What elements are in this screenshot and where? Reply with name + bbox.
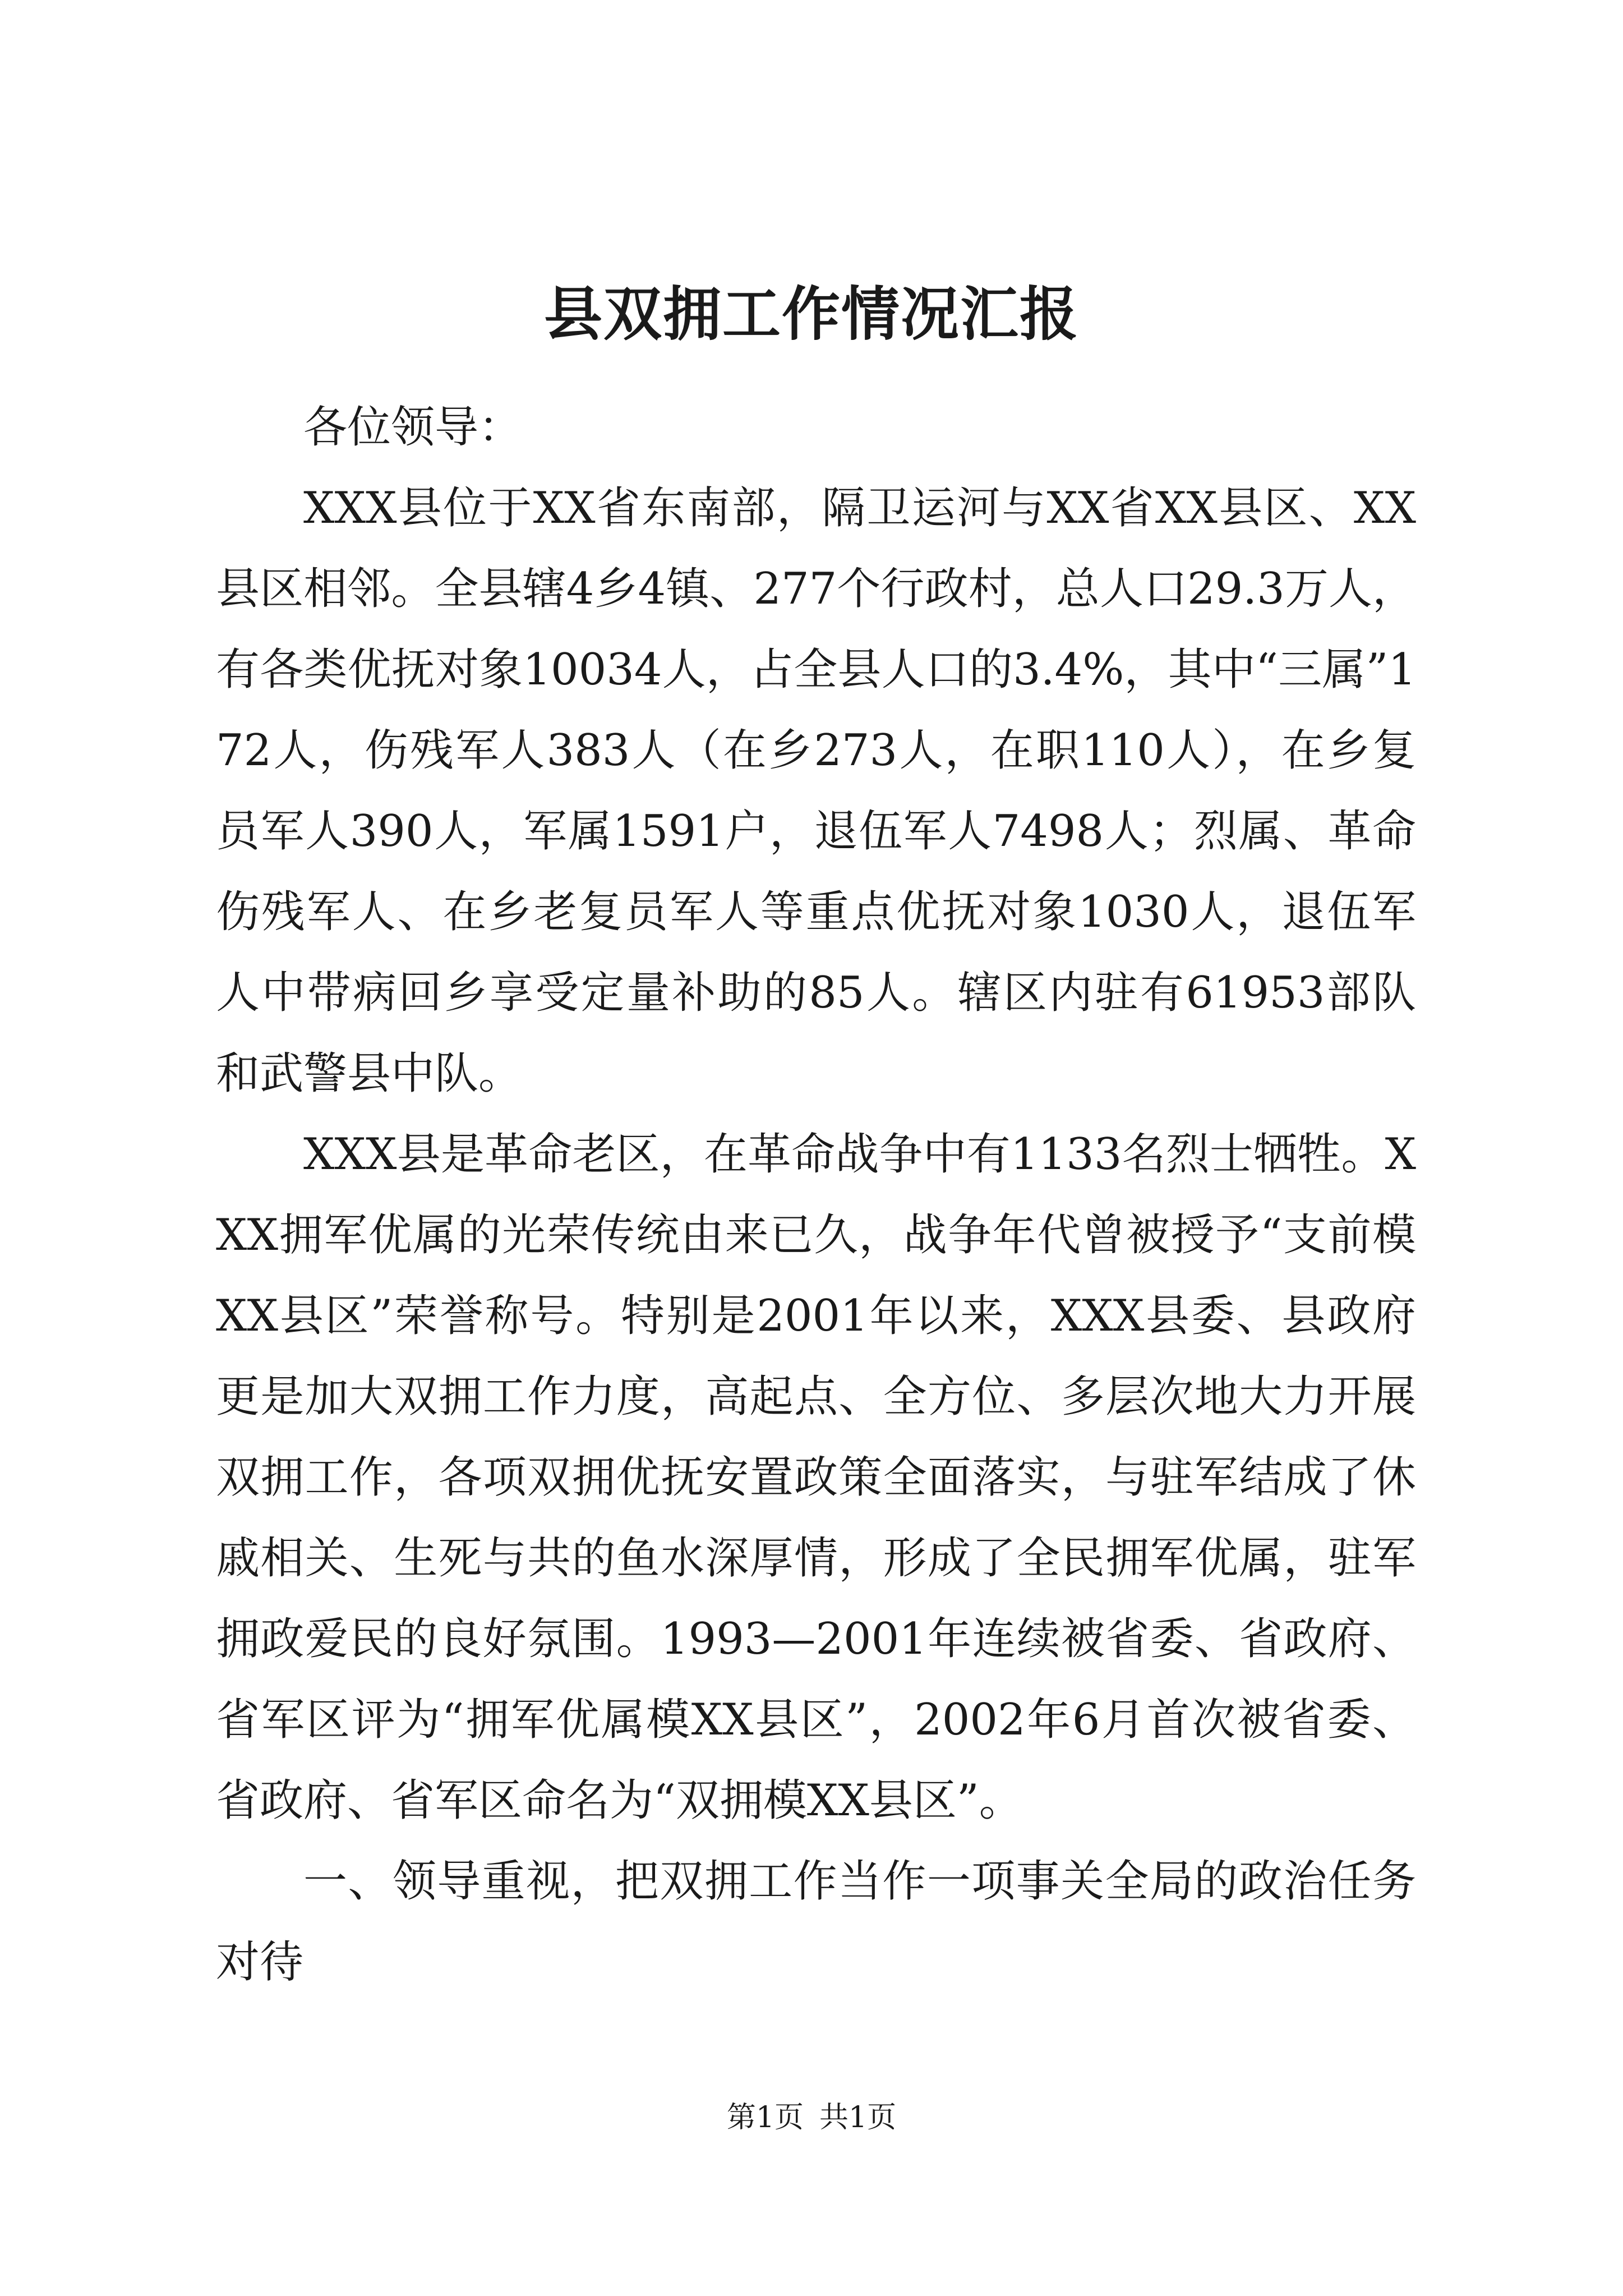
page-number: 第1页	[726, 2101, 804, 2134]
paragraph-1: XXX县位于XX省东南部，隔卫运河与XX省XX县区、XX县区相邻。全县辖4乡4镇、277个行政村，总人口29.3万人，有各类优抚对象10034人，占全县人口的3.4%，其中“三属”172人，伤残军人383人（在乡273人，在职110人），在乡复员军人390人，军属1591户，退伍军人7498人；烈属、革命伤残军人、在乡老复员军人等重点优抚对象1030人，退伍军人中带病回乡享受定量补助的85人。辖区内驻有61953部队和武警县中队。	[216, 483, 1416, 1099]
paragraph-2: XXX县是革命老区，在革命战争中有1133名烈士牺牲。XXX拥军优属的光荣传统由来已久，战争年代曾被授予“支前模XX县区”荣誉称号。特别是2001年以来，XXX县委、县政府更是加大双拥工作力度，高起点、全方位、多层次地大力开展双拥工作，各项双拥优抚安置政策全面落实，与驻军结成了休戚相关、生死与共的鱼水深厚情，形成了全民拥军优属，驻军拥政爱民的良好氛围。1993—2001年连续被省委、省政府、省军区评为“拥军优属模XX县区”，2002年6月首次被省委、省政府、省军区命名为“双拥模XX县区”。	[216, 1129, 1416, 1826]
page-total: 共1页	[819, 2101, 897, 2134]
section-heading-1: 一、领导重视，把双拥工作当作一项事关全局的政治任务对待	[216, 1856, 1416, 1987]
document-title: 县双拥工作情况汇报	[543, 279, 1079, 348]
document-body	[216, 387, 1416, 2003]
page-footer	[0, 2098, 1623, 2137]
salutation: 各位领导：	[303, 402, 523, 453]
